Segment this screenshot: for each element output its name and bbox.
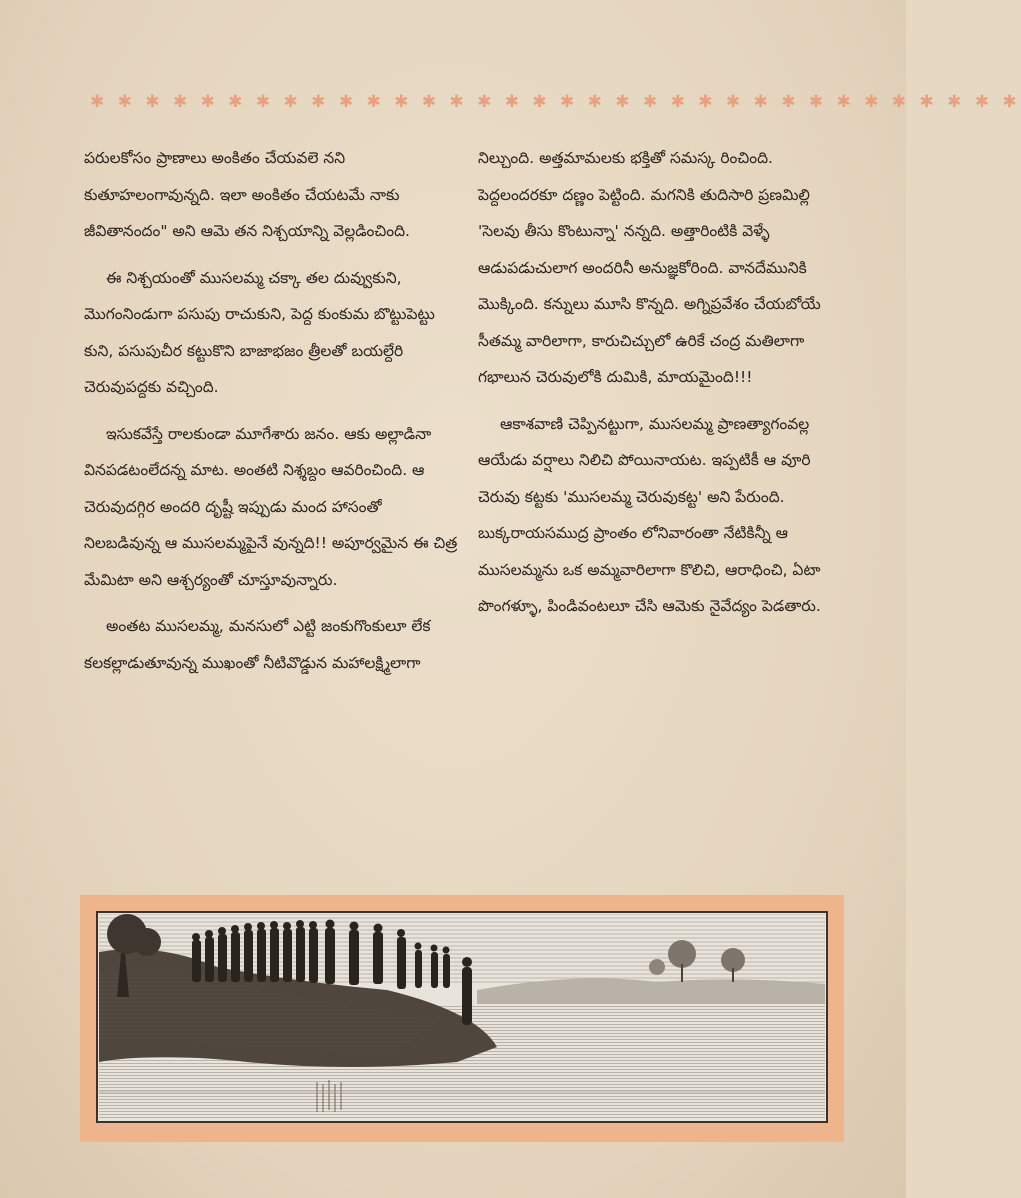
decorative-star-border: ✱ ✱ ✱ ✱ ✱ ✱ ✱ ✱ ✱ ✱ ✱ ✱ ✱ ✱ ✱ ✱ ✱ ✱ ✱ ✱ ✱ ✱ ✱ ✱ ✱ ✱ ✱ ✱ ✱ ✱ ✱ ✱ ✱ ✱	[90, 92, 1021, 112]
paragraph: పరులకోసం ప్రాణాలు అంకితం చేయవలె నని కుతూహలంగావున్నది. ఇలా అంకితం చేయటమే నాకు జీవితానందం" అని ఆమె తన నిశ్చయాన్ని వెల్లడించింది.	[84, 149, 410, 240]
engraving-picture	[97, 912, 827, 1122]
paragraph: ఈ నిశ్చయంతో ముసలమ్మ చక్కా తల దువ్వుకుని, మొగంనిండుగా పసుపు రాచుకుని, పెద్ద కుంకుమ బొట్టుపెట్టు కుని, పసుపుచీర కట్టుకొని బాజాభజం త్రీలతో బయల్దేరి చెరువుపద్దకు వచ్చింది.	[84, 268, 435, 396]
paragraph: నిల్చుంది. అత్తమామలకు భక్తితో సమస్క రించింది. పెద్దలందరకూ దణ్ణం పెట్టింది. మగనికి తుదిసారి ప్రణమిల్లి 'సెలవు తీసు కొంటున్నా' నన్నది. అత్తారింటికి వెళ్ళే ఆడుపడుచులాగ అందరినీ అనుజ్ఞకోరింది. వానదేమునికి మొక్కింది. కన్నులు మూసి కొన్నది. అగ్నిప్రవేశం చేయబోయే సీతమ్మ వారిలాగా, కారుచిచ్చులో ఉరికే చంద్ర మతిలాగా గభాలున చెరువులోకి దుమికి, మాయమైంది!!!	[478, 149, 821, 386]
paragraph: ఇసుకవేస్తే రాలకుండా మూగేశారు జనం. ఆకు అల్లాడినా వినపడటంలేదన్న మాట. అంతటి నిశ్శబ్దం ఆవరించింది. ఆ చెరువుదగ్గిర అందరి దృష్టీ ఇప్పుడు మంద హాసంతో నిలబడివున్న ఆ ముసలమ్మపైనే వున్నది!! అపూర్వమైన ఈ చిత్ర మేమిటా అని ఆశ్చర్యంతో చూస్తూవున్నారు.	[84, 424, 458, 589]
lake-scene-illustration	[80, 895, 844, 1142]
right-text-column	[478, 140, 853, 635]
left-text-column	[84, 140, 459, 691]
paragraph: అంతట ముసలమ్మ, మనసులో ఎట్టి జంకుగొంకులూ లేక కలకల్లాడుతూవున్న ముఖంతో నీటివొడ్డున మహాలక్ష్మిలాగా	[84, 617, 431, 672]
paragraph: ఆకాశవాణి చెప్పినట్టుగా, ముసలమ్మ ప్రాణత్యాగంవల్ల ఆయేడు వర్షాలు నిలిచి పోయినాయట. ఇప్పటికీ ఆ వూరి చెరువు కట్టకు 'ముసలమ్మ చెరువుకట్ట' అని పేరుంది. బుక్కరాయసముద్ర ప్రాంతం లోనివారంతా నేటికిన్నీ ఆ ముసలమ్మను ఒక అమ్మవారిలాగా కొలిచి, ఆరాధించి, ఏటా పొంగళ్ళూ, పిండివంటలూ చేసి ఆమెకు నైవేద్యం పెడతారు.	[478, 414, 821, 615]
